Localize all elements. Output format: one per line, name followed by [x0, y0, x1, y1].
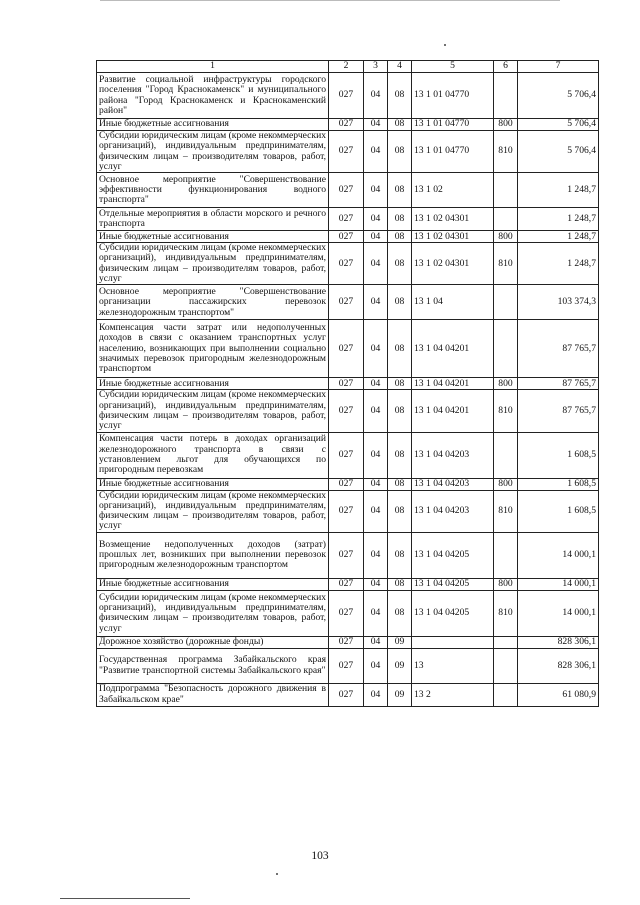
table-row: [97, 636, 599, 648]
row-vr-cell: 810: [494, 243, 518, 285]
row-vr-cell: [494, 320, 518, 378]
row-csr-cell: 13 1 01 04770: [412, 131, 494, 173]
table-row: [97, 432, 599, 478]
table-row: [97, 683, 599, 706]
row-csr-cell: 13 1 04 04205: [412, 590, 494, 636]
row-pr-cell: 08: [388, 432, 412, 478]
table-body: [97, 73, 599, 707]
row-sum-cell: 828 306,1: [518, 648, 599, 683]
row-ved-cell: 027: [329, 131, 364, 173]
row-pr-cell: 08: [388, 173, 412, 208]
row-vr-cell: 800: [494, 378, 518, 390]
row-csr-cell: 13 1 04 04203: [412, 490, 494, 532]
row-sum-cell: 61 080,9: [518, 683, 599, 706]
table-row: [97, 243, 599, 285]
row-sum-cell: 1 248,7: [518, 243, 599, 285]
header-col-2: 2: [329, 61, 364, 73]
row-csr-cell: 13 1 01 04770: [412, 73, 494, 119]
row-name-cell: Субсидии юридическим лицам (кроме некоммерческих организаций), индивидуальным предпринимателям, физическим лицам – производителям товаров, работ, услуг: [97, 131, 329, 173]
row-rz-cell: 04: [364, 636, 388, 648]
row-vr-cell: [494, 432, 518, 478]
row-name-cell: Отдельные мероприятия в области морского и речного транспорта: [97, 208, 329, 231]
row-rz-cell: 04: [364, 231, 388, 243]
row-sum-cell: 5 706,4: [518, 73, 599, 119]
row-vr-cell: 810: [494, 490, 518, 532]
row-name-cell: Развитие социальной инфраструктуры городского поселения "Город Краснокаменск" и муниципального района "Город Краснокаменск и Краснокаменский район": [97, 73, 329, 119]
row-csr-cell: 13 1 04 04201: [412, 320, 494, 378]
header-col-6: 6: [494, 61, 518, 73]
row-sum-cell: 828 306,1: [518, 636, 599, 648]
row-pr-cell: 08: [388, 231, 412, 243]
page-number: 103: [311, 850, 329, 862]
row-pr-cell: 08: [388, 378, 412, 390]
row-rz-cell: 04: [364, 390, 388, 432]
row-sum-cell: 103 374,3: [518, 285, 599, 320]
row-name-cell: Основное мероприятие "Совершенствование организации пассажирских перевозок железнодорожным транспортом": [97, 285, 329, 320]
row-rz-cell: 04: [364, 208, 388, 231]
row-ved-cell: 027: [329, 683, 364, 706]
row-vr-cell: [494, 208, 518, 231]
row-vr-cell: 800: [494, 119, 518, 131]
top-edge-rule: [100, 0, 560, 1]
table-row: [97, 490, 599, 532]
row-csr-cell: 13 1 04 04203: [412, 478, 494, 490]
row-name-cell: Иные бюджетные ассигнования: [97, 119, 329, 131]
row-pr-cell: 08: [388, 390, 412, 432]
row-csr-cell: 13 1 04 04205: [412, 578, 494, 590]
table-row: [97, 378, 599, 390]
row-name-cell: Субсидии юридическим лицам (кроме некоммерческих организаций), индивидуальным предпринимателям, физическим лицам – производителям товаров, работ, услуг: [97, 390, 329, 432]
row-pr-cell: 08: [388, 131, 412, 173]
row-name-cell: Иные бюджетные ассигнования: [97, 578, 329, 590]
row-sum-cell: 87 765,7: [518, 390, 599, 432]
table-row: [97, 320, 599, 378]
row-ved-cell: 027: [329, 119, 364, 131]
table-row: [97, 131, 599, 173]
row-ved-cell: 027: [329, 390, 364, 432]
table-row: [97, 390, 599, 432]
row-pr-cell: 08: [388, 73, 412, 119]
row-csr-cell: 13 1 02 04301: [412, 243, 494, 285]
table-header-row: [97, 61, 599, 73]
table-row: [97, 532, 599, 578]
row-rz-cell: 04: [364, 648, 388, 683]
row-name-cell: Субсидии юридическим лицам (кроме некоммерческих организаций), индивидуальным предпринимателям, физическим лицам – производителям товаров, работ, услуг: [97, 590, 329, 636]
row-rz-cell: 04: [364, 683, 388, 706]
row-rz-cell: 04: [364, 532, 388, 578]
row-pr-cell: 08: [388, 532, 412, 578]
row-rz-cell: 04: [364, 173, 388, 208]
row-vr-cell: [494, 648, 518, 683]
row-name-cell: Государственная программа Забайкальского края "Развитие транспортной системы Забайкальского края": [97, 648, 329, 683]
row-csr-cell: 13 1 04 04205: [412, 532, 494, 578]
row-name-cell: Субсидии юридическим лицам (кроме некоммерческих организаций), индивидуальным предпринимателям, физическим лицам – производителям товаров, работ, услуг: [97, 243, 329, 285]
row-csr-cell: 13 1 04 04201: [412, 390, 494, 432]
row-rz-cell: 04: [364, 119, 388, 131]
table-row: [97, 285, 599, 320]
row-csr-cell: 13 1 04 04203: [412, 432, 494, 478]
row-rz-cell: 04: [364, 73, 388, 119]
row-name-cell: Дорожное хозяйство (дорожные фонды): [97, 636, 329, 648]
row-pr-cell: 08: [388, 490, 412, 532]
row-name-cell: Компенсация части потерь в доходах организаций железнодорожного транспорта в связи с установлением льгот для обучающихся по пригородным перевозкам: [97, 432, 329, 478]
row-name-cell: Иные бюджетные ассигнования: [97, 378, 329, 390]
row-rz-cell: 04: [364, 432, 388, 478]
header-col-1: 1: [97, 61, 329, 73]
row-pr-cell: 08: [388, 578, 412, 590]
row-rz-cell: 04: [364, 490, 388, 532]
scan-speck: [276, 873, 278, 875]
table-row: [97, 73, 599, 119]
row-vr-cell: [494, 285, 518, 320]
row-name-cell: Компенсация части затрат или недополученных доходов в связи с оказанием транспортных услуг населению, возникающих при выполнении социально значимых перевозок пригородным железнодорожным транспортом: [97, 320, 329, 378]
row-ved-cell: 027: [329, 243, 364, 285]
row-rz-cell: 04: [364, 320, 388, 378]
header-col-4: 4: [388, 61, 412, 73]
row-ved-cell: 027: [329, 648, 364, 683]
row-vr-cell: 810: [494, 390, 518, 432]
row-vr-cell: [494, 73, 518, 119]
row-ved-cell: 027: [329, 73, 364, 119]
header-col-7: 7: [518, 61, 599, 73]
table-row: [97, 648, 599, 683]
row-csr-cell: 13 1 02 04301: [412, 208, 494, 231]
row-rz-cell: 04: [364, 243, 388, 285]
row-csr-cell: [412, 636, 494, 648]
row-csr-cell: 13 2: [412, 683, 494, 706]
table-row: [97, 478, 599, 490]
row-sum-cell: 1 248,7: [518, 173, 599, 208]
row-ved-cell: 027: [329, 285, 364, 320]
budget-table: [96, 60, 599, 707]
row-sum-cell: 5 706,4: [518, 131, 599, 173]
row-vr-cell: [494, 683, 518, 706]
row-pr-cell: 08: [388, 243, 412, 285]
row-sum-cell: 87 765,7: [518, 378, 599, 390]
row-ved-cell: 027: [329, 590, 364, 636]
row-sum-cell: 14 000,1: [518, 590, 599, 636]
header-col-5: 5: [412, 61, 494, 73]
row-name-cell: Иные бюджетные ассигнования: [97, 478, 329, 490]
row-sum-cell: 5 706,4: [518, 119, 599, 131]
row-ved-cell: 027: [329, 320, 364, 378]
row-name-cell: Субсидии юридическим лицам (кроме некоммерческих организаций), индивидуальным предпринимателям, физическим лицам – производителям товаров, работ, услуг: [97, 490, 329, 532]
row-ved-cell: 027: [329, 208, 364, 231]
table-row: [97, 578, 599, 590]
row-csr-cell: 13: [412, 648, 494, 683]
table-row: [97, 590, 599, 636]
row-pr-cell: 08: [388, 320, 412, 378]
row-rz-cell: 04: [364, 131, 388, 173]
row-pr-cell: 09: [388, 648, 412, 683]
header-col-3: 3: [364, 61, 388, 73]
table-row: [97, 208, 599, 231]
row-ved-cell: 027: [329, 231, 364, 243]
row-ved-cell: 027: [329, 490, 364, 532]
row-ved-cell: 027: [329, 532, 364, 578]
row-rz-cell: 04: [364, 478, 388, 490]
row-name-cell: Иные бюджетные ассигнования: [97, 231, 329, 243]
footer-rule: [60, 898, 190, 899]
row-vr-cell: [494, 532, 518, 578]
row-rz-cell: 04: [364, 578, 388, 590]
row-rz-cell: 04: [364, 285, 388, 320]
row-vr-cell: [494, 173, 518, 208]
table-row: [97, 119, 599, 131]
row-vr-cell: 800: [494, 478, 518, 490]
row-ved-cell: 027: [329, 478, 364, 490]
row-pr-cell: 08: [388, 478, 412, 490]
row-name-cell: Подпрограмма "Безопасность дорожного движения в Забайкальском крае": [97, 683, 329, 706]
row-rz-cell: 04: [364, 590, 388, 636]
row-csr-cell: 13 1 02 04301: [412, 231, 494, 243]
row-vr-cell: 810: [494, 131, 518, 173]
row-sum-cell: 1 608,5: [518, 478, 599, 490]
row-sum-cell: 1 248,7: [518, 208, 599, 231]
row-name-cell: Возмещение недополученных доходов (затрат) прошлых лет, возникших при выполнении перевозок пригородным железнодорожным транспортом: [97, 532, 329, 578]
row-name-cell: Основное мероприятие "Совершенствование эффективности функционирования водного транспорта": [97, 173, 329, 208]
row-pr-cell: 09: [388, 683, 412, 706]
scan-speck: [444, 44, 446, 46]
row-ved-cell: 027: [329, 432, 364, 478]
row-vr-cell: 800: [494, 231, 518, 243]
row-pr-cell: 08: [388, 590, 412, 636]
row-csr-cell: 13 1 01 04770: [412, 119, 494, 131]
row-ved-cell: 027: [329, 378, 364, 390]
row-ved-cell: 027: [329, 578, 364, 590]
row-pr-cell: 08: [388, 208, 412, 231]
row-csr-cell: 13 1 04 04201: [412, 378, 494, 390]
row-csr-cell: 13 1 02: [412, 173, 494, 208]
table-row: [97, 173, 599, 208]
row-ved-cell: 027: [329, 636, 364, 648]
row-sum-cell: 87 765,7: [518, 320, 599, 378]
row-csr-cell: 13 1 04: [412, 285, 494, 320]
row-rz-cell: 04: [364, 378, 388, 390]
row-pr-cell: 09: [388, 636, 412, 648]
row-sum-cell: 1 608,5: [518, 432, 599, 478]
row-sum-cell: 1 608,5: [518, 490, 599, 532]
row-pr-cell: 08: [388, 119, 412, 131]
row-pr-cell: 08: [388, 285, 412, 320]
row-sum-cell: 14 000,1: [518, 532, 599, 578]
row-vr-cell: [494, 636, 518, 648]
row-ved-cell: 027: [329, 173, 364, 208]
row-sum-cell: 14 000,1: [518, 578, 599, 590]
row-sum-cell: 1 248,7: [518, 231, 599, 243]
row-vr-cell: 800: [494, 578, 518, 590]
table-row: [97, 231, 599, 243]
row-vr-cell: 810: [494, 590, 518, 636]
